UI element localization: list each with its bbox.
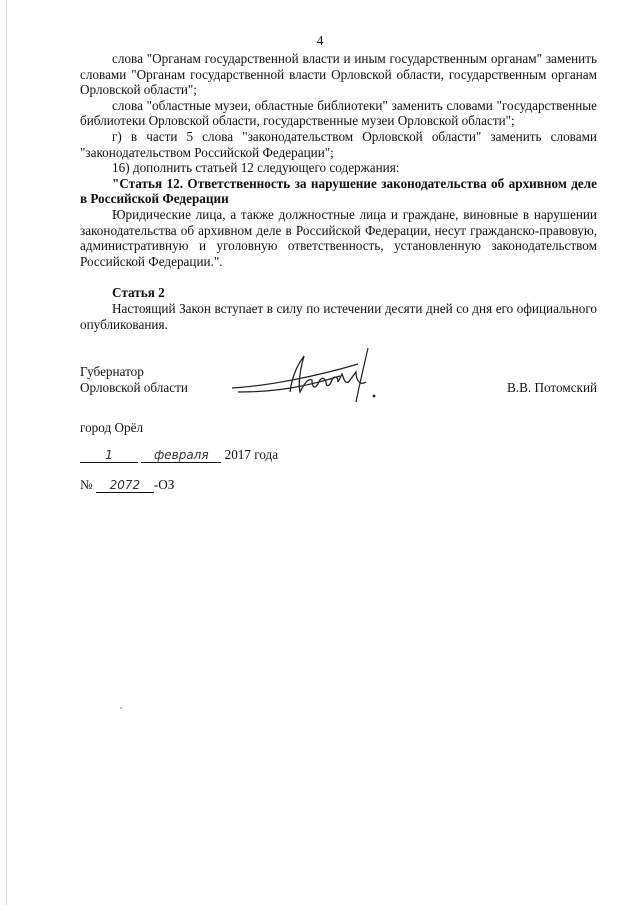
paragraph: 16) дополнить статьей 12 следующего содержания:	[112, 160, 400, 176]
date-year: 2017 года	[224, 447, 279, 462]
date-day: 1	[80, 448, 138, 463]
law-number-suffix: -ОЗ	[153, 477, 175, 492]
article-2-text: Настоящий Закон вступает в силу по истечении десяти дней со дня его официального опубликования.	[80, 300, 597, 332]
paragraph: слова "областные музеи, областные библиотеки" заменить словами "государственные библиотеки Орловской области, государственные музеи Орловской области";	[80, 97, 597, 129]
scan-speck	[120, 707, 122, 709]
page-margin-rule	[6, 0, 7, 905]
date-month: февраля	[141, 448, 221, 463]
article-12-text: Юридические лица, а также должностные лица и граждане, виновные в нарушении законодательства об архивном деле в Российской Федерации, несут гражданско-правовую, административную и уголовную ответственность, установленную законодательством Российской Федерации.".	[80, 206, 597, 269]
paragraph: г) в части 5 слова "законодательством Орловской области" заменить словами "законодательством Российской Федерации";	[80, 128, 597, 160]
page-number: 4	[316, 34, 324, 49]
number-sign: №	[80, 477, 93, 492]
handwritten-signature	[228, 346, 398, 406]
signatory-name: В.В. Потомский	[507, 380, 598, 395]
law-number: 2072	[96, 478, 154, 493]
document-body	[80, 51, 597, 332]
paragraph: слова "Органам государственной власти и иным государственным органам" заменить словами "Органам государственной власти Орловской области, государственным органам Орловской области";	[80, 51, 597, 98]
position-line-1: Губернатор	[80, 364, 144, 379]
article-12-heading: "Статья 12. Ответственность за нарушение законодательства об архивном деле в Российской Федерации	[80, 175, 597, 207]
position-line-2: Орловской области	[80, 379, 188, 395]
date-line	[80, 447, 278, 463]
law-number-line	[80, 477, 174, 493]
signatory-position	[80, 364, 188, 395]
article-2-title: Статья 2	[112, 285, 165, 301]
city: город Орёл	[80, 420, 144, 435]
